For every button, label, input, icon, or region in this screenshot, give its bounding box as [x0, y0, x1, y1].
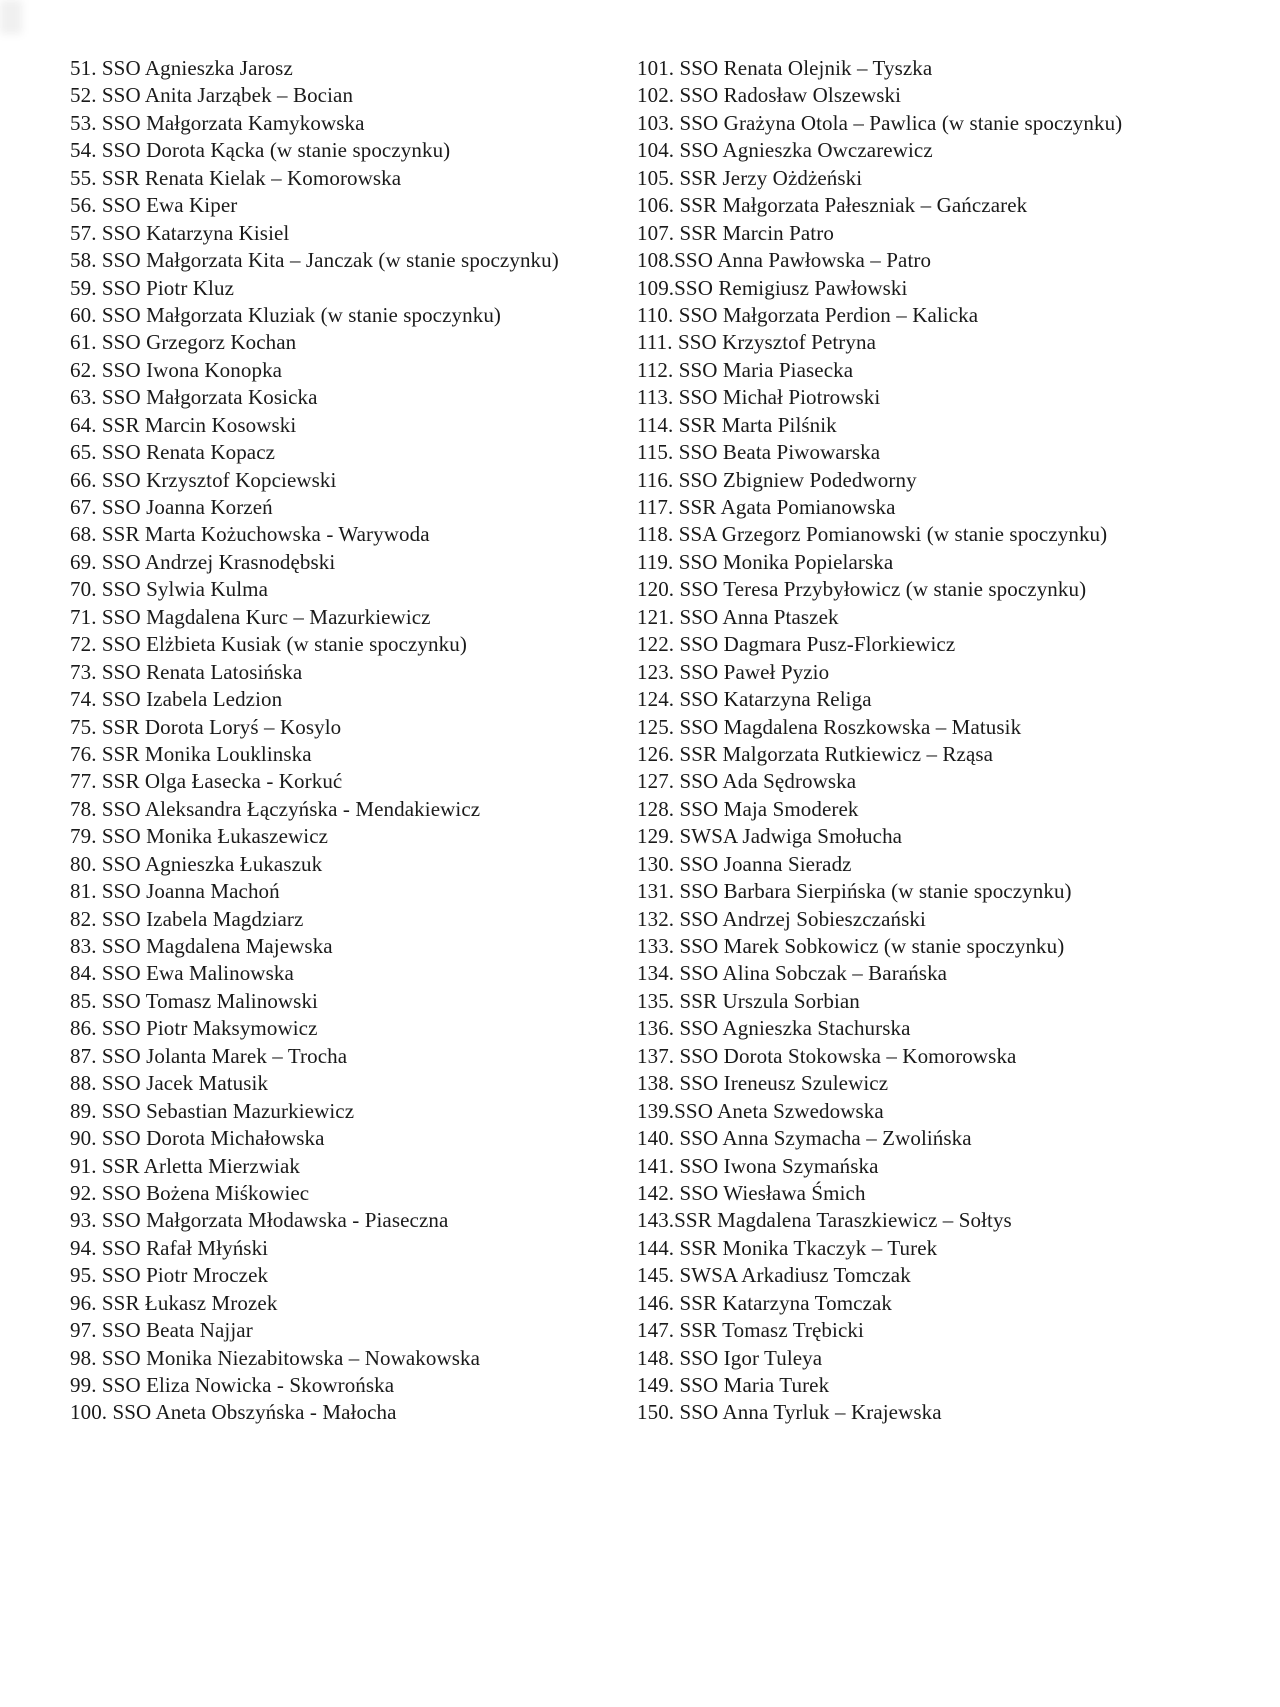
list-item: 91. SSR Arletta Mierzwiak [70, 1153, 300, 1178]
list-item: 52. SSO Anita Jarząbek – Bocian [70, 83, 354, 108]
list-item: 97. SSO Beata Najjar [70, 1318, 253, 1343]
list-item: 68. SSR Marta Kożuchowska - Warywoda [70, 522, 430, 547]
list-item: 117. SSR Agata Pomianowska [637, 495, 896, 519]
list-item: 134. SSO Alina Sobczak – Barańska [637, 961, 948, 986]
list-item: 137. SSO Dorota Stokowska – Komorowska [637, 1043, 1017, 1068]
list-item: 123. SSO Paweł Pyzio [637, 659, 830, 684]
list-item: 112. SSO Maria Piasecka [637, 357, 854, 382]
list-item: 149. SSO Maria Turek [637, 1373, 830, 1397]
list-item: 135. SSR Urszula Sorbian [637, 988, 860, 1013]
list-item: 98. SSO Monika Niezabitowska – Nowakowska [70, 1345, 481, 1370]
list-item: 145. SWSA Arkadiusz Tomczak [637, 1263, 911, 1288]
list-item: 70. SSO Sylwia Kulma [70, 577, 269, 602]
list-item: 124. SSO Katarzyna Religa [637, 687, 872, 712]
list-item: 72. SSO Elżbieta Kusiak (w stanie spoczynku) [70, 632, 467, 657]
list-item: 108.SSO Anna Pawłowska – Patro [637, 248, 932, 273]
list-item: 60. SSO Małgorzata Kluziak (w stanie spoczynku) [70, 302, 502, 327]
list-item: 71. SSO Magdalena Kurc – Mazurkiewicz [70, 604, 431, 629]
list-item: 73. SSO Renata Latosińska [70, 659, 303, 684]
list-item: 81. SSO Joanna Machoń [70, 879, 280, 904]
list-item: 63. SSO Małgorzata Kosicka [70, 385, 318, 410]
list-item: 126. SSR Malgorzata Rutkiewicz – Rząsa [637, 741, 994, 766]
list-item: 132. SSO Andrzej Sobieszczański [637, 906, 926, 931]
list-item: 139.SSO Aneta Szwedowska [637, 1098, 884, 1123]
list-item: 114. SSR Marta Pilśnik [637, 412, 837, 437]
right-column [637, 55, 1122, 1427]
list-item: 116. SSO Zbigniew Podedworny [637, 467, 917, 492]
list-item: 84. SSO Ewa Malinowska [70, 961, 294, 986]
list-item: 89. SSO Sebastian Mazurkiewicz [70, 1098, 355, 1123]
list-item: 147. SSR Tomasz Trębicki [637, 1318, 864, 1343]
list-item: 118. SSA Grzegorz Pomianowski (w stanie spoczynku) [637, 522, 1108, 547]
list-item: 90. SSO Dorota Michałowska [70, 1126, 325, 1151]
list-item: 101. SSO Renata Olejnik – Tyszka [637, 56, 933, 80]
list-item: 64. SSR Marcin Kosowski [70, 412, 297, 437]
list-item: 150. SSO Anna Tyrluk – Krajewska [637, 1400, 942, 1425]
list-item: 67. SSO Joanna Korzeń [70, 495, 273, 519]
list-item: 59. SSO Piotr Kluz [70, 275, 234, 300]
scan-smudge [0, 0, 22, 34]
list-item: 119. SSO Monika Popielarska [637, 549, 894, 574]
list-item: 93. SSO Małgorzata Młodawska - Piaseczna [70, 1208, 449, 1233]
list-item: 105. SSR Jerzy Ożdżeński [637, 165, 863, 190]
list-item: 86. SSO Piotr Maksymowicz [70, 1016, 318, 1041]
list-item: 56. SSO Ewa Kiper [70, 193, 238, 218]
list-item: 127. SSO Ada Sędrowska [637, 769, 857, 794]
list-item: 110. SSO Małgorzata Perdion – Kalicka [637, 302, 979, 327]
list-item: 57. SSO Katarzyna Kisiel [70, 220, 290, 245]
list-item: 61. SSO Grzegorz Kochan [70, 330, 297, 355]
list-item: 109.SSO Remigiusz Pawłowski [637, 275, 908, 300]
list-item: 130. SSO Joanna Sieradz [637, 851, 852, 876]
list-item: 76. SSR Monika Louklinska [70, 741, 312, 766]
list-item: 80. SSO Agnieszka Łukaszuk [70, 851, 323, 876]
list-item: 85. SSO Tomasz Malinowski [70, 988, 318, 1013]
list-item: 88. SSO Jacek Matusik [70, 1071, 269, 1096]
list-item: 78. SSO Aleksandra Łączyńska - Mendakiewicz [70, 796, 481, 821]
list-item: 133. SSO Marek Sobkowicz (w stanie spoczynku) [637, 934, 1065, 958]
list-item: 96. SSR Łukasz Mrozek [70, 1290, 278, 1315]
list-item: 58. SSO Małgorzata Kita – Janczak (w stanie spoczynku) [70, 248, 559, 273]
list-item: 95. SSO Piotr Mroczek [70, 1263, 269, 1288]
list-item: 131. SSO Barbara Sierpińska (w stanie spoczynku) [637, 879, 1072, 904]
list-item: 102. SSO Radosław Olszewski [637, 83, 902, 108]
list-item: 66. SSO Krzysztof Kopciewski [70, 467, 337, 492]
list-item: 141. SSO Iwona Szymańska [637, 1153, 879, 1178]
list-item: 125. SSO Magdalena Roszkowska – Matusik [637, 714, 1022, 739]
list-item: 128. SSO Maja Smoderek [637, 796, 859, 821]
left-column [70, 55, 559, 1427]
list-item: 87. SSO Jolanta Marek – Trocha [70, 1043, 348, 1068]
list-item: 103. SSO Grażyna Otola – Pawlica (w stanie spoczynku) [637, 110, 1123, 135]
list-item: 55. SSR Renata Kielak – Komorowska [70, 165, 402, 190]
list-item: 104. SSO Agnieszka Owczarewicz [637, 138, 933, 163]
list-item: 94. SSO Rafał Młyński [70, 1235, 269, 1260]
list-item: 69. SSO Andrzej Krasnodębski [70, 549, 336, 574]
list-item: 79. SSO Monika Łukaszewicz [70, 824, 329, 849]
list-item: 77. SSR Olga Łasecka - Korkuć [70, 769, 343, 794]
list-item: 148. SSO Igor Tuleya [637, 1345, 823, 1370]
list-item: 99. SSO Eliza Nowicka - Skowrońska [70, 1373, 395, 1397]
list-item: 107. SSR Marcin Patro [637, 220, 834, 245]
list-item: 115. SSO Beata Piwowarska [637, 440, 881, 465]
list-item: 106. SSR Małgorzata Pałeszniak – Gańczarek [637, 193, 1028, 218]
list-item: 142. SSO Wiesława Śmich [637, 1180, 866, 1205]
list-item: 140. SSO Anna Szymacha – Zwolińska [637, 1126, 972, 1151]
list-item: 54. SSO Dorota Kącka (w stanie spoczynku) [70, 138, 451, 163]
list-item: 143.SSR Magdalena Taraszkiewicz – Sołtys [637, 1208, 1012, 1233]
list-item: 100. SSO Aneta Obszyńska - Małocha [70, 1400, 397, 1425]
list-item: 129. SWSA Jadwiga Smołucha [637, 824, 903, 849]
list-item: 92. SSO Bożena Miśkowiec [70, 1180, 310, 1205]
list-item: 146. SSR Katarzyna Tomczak [637, 1290, 893, 1315]
list-item: 122. SSO Dagmara Pusz-Florkiewicz [637, 632, 956, 657]
list-item: 51. SSO Agnieszka Jarosz [70, 56, 293, 80]
list-item: 65. SSO Renata Kopacz [70, 440, 276, 465]
list-item: 83. SSO Magdalena Majewska [70, 934, 333, 958]
list-item: 82. SSO Izabela Magdziarz [70, 906, 304, 931]
list-item: 121. SSO Anna Ptaszek [637, 604, 839, 629]
list-item: 53. SSO Małgorzata Kamykowska [70, 110, 365, 135]
list-item: 138. SSO Ireneusz Szulewicz [637, 1071, 889, 1096]
list-item: 120. SSO Teresa Przybyłowicz (w stanie spoczynku) [637, 577, 1087, 602]
list-item: 111. SSO Krzysztof Petryna [637, 330, 877, 355]
list-item: 113. SSO Michał Piotrowski [637, 385, 881, 410]
list-item: 62. SSO Iwona Konopka [70, 357, 283, 382]
list-item: 144. SSR Monika Tkaczyk – Turek [637, 1235, 938, 1260]
list-item: 75. SSR Dorota Loryś – Kosylo [70, 714, 342, 739]
list-item: 74. SSO Izabela Ledzion [70, 687, 283, 712]
list-item: 136. SSO Agnieszka Stachurska [637, 1016, 911, 1041]
